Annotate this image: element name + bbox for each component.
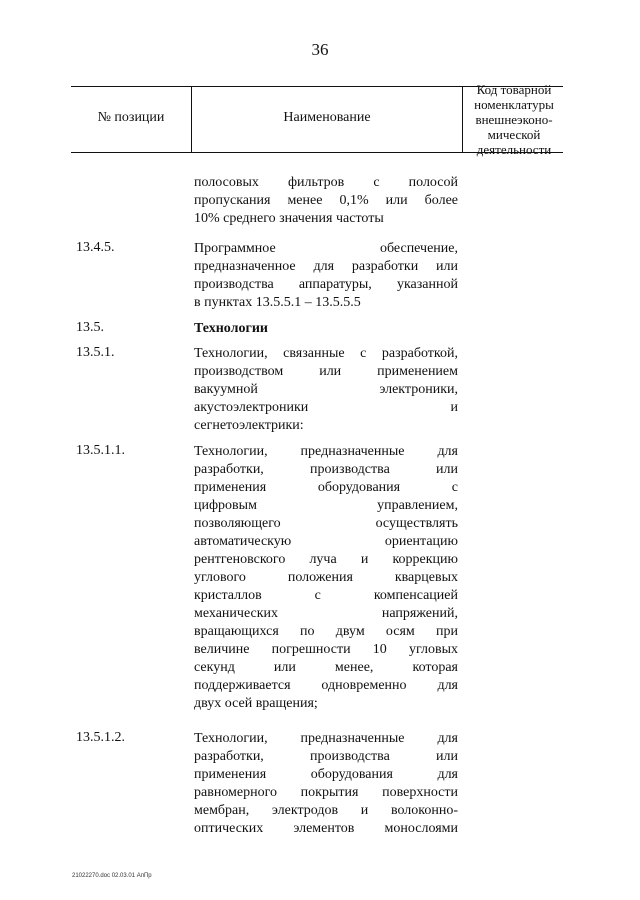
- entry-line: углового положения кварцевых: [194, 570, 458, 585]
- entry-line: сегнетоэлектрики:: [194, 418, 304, 433]
- header-divider-right: [462, 86, 463, 152]
- header-name: Наименование: [283, 110, 371, 125]
- entry-line: рентгеновского луча и коррекцию: [194, 552, 458, 567]
- entry-line: механических напряжений,: [194, 606, 458, 621]
- header-code-line: внешнеэконо-: [475, 112, 553, 127]
- entry-line: полосовых фильтров с полосой: [194, 175, 458, 190]
- entry-line: цифровым управлением,: [194, 498, 458, 513]
- entry-line: 10% среднего значения частоты: [194, 211, 384, 226]
- section-heading: Технологии: [194, 321, 268, 336]
- header-code-line: мической: [487, 127, 541, 142]
- entry-line: Технологии, связанные с разработкой,: [194, 346, 458, 361]
- entry-line: автоматическую ориентацию: [194, 534, 458, 549]
- entry-line: двух осей вращения;: [194, 696, 318, 711]
- entry-line: Технологии, предназначенные для: [194, 444, 458, 459]
- entry-line: Программное обеспечение,: [194, 241, 458, 256]
- entry-line: предназначенное для разработки или: [194, 259, 458, 274]
- header-code-line: номенклатуры: [474, 97, 554, 112]
- document-footer: 21022270.doc 02.03.01 АпПр: [72, 873, 152, 879]
- header-code-line: деятельности: [476, 142, 552, 157]
- position-number: 13.5.1.2.: [76, 730, 125, 745]
- header-code: [465, 82, 563, 157]
- entry-line: оптических элементов монослоями: [194, 821, 458, 836]
- entry-line: разработки, производства или: [194, 749, 458, 764]
- position-number: 13.4.5.: [76, 240, 115, 255]
- position-number: 13.5.1.1.: [76, 443, 125, 458]
- entry-line: величине погрешности 10 угловых: [194, 642, 458, 657]
- entry-line: в пунктах 13.5.5.1 – 13.5.5.5: [194, 295, 361, 310]
- entry-line: разработки, производства или: [194, 462, 458, 477]
- entry-line: Технологии, предназначенные для: [194, 731, 458, 746]
- header-code-line: Код товарной: [476, 82, 552, 97]
- entry-line: применения оборудования для: [194, 767, 458, 782]
- entry-line: мембран, электродов и волоконно-: [194, 803, 458, 818]
- entry-line: производством или применением: [194, 364, 458, 379]
- entry-line: вакуумной электроники,: [194, 382, 458, 397]
- entry-line: производства аппаратуры, указанной: [194, 277, 458, 292]
- position-number: 13.5.: [76, 320, 104, 335]
- entry-line: поддерживается одновременно для: [194, 678, 458, 693]
- entry-line: пропускания менее 0,1% или более: [194, 193, 458, 208]
- entry-line: равномерного покрытия поверхности: [194, 785, 458, 800]
- page-number: 36: [311, 40, 329, 59]
- entry-line: применения оборудования с: [194, 480, 458, 495]
- entry-line: позволяющего осуществлять: [194, 516, 458, 531]
- position-number: 13.5.1.: [76, 345, 115, 360]
- entry-line: кристаллов с компенсацией: [194, 588, 458, 603]
- header-position: № позиции: [97, 110, 165, 125]
- entry-line: вращающихся по двум осям при: [194, 624, 458, 639]
- entry-line: акустоэлектроники и: [194, 400, 458, 415]
- entry-line: секунд или менее, которая: [194, 660, 458, 675]
